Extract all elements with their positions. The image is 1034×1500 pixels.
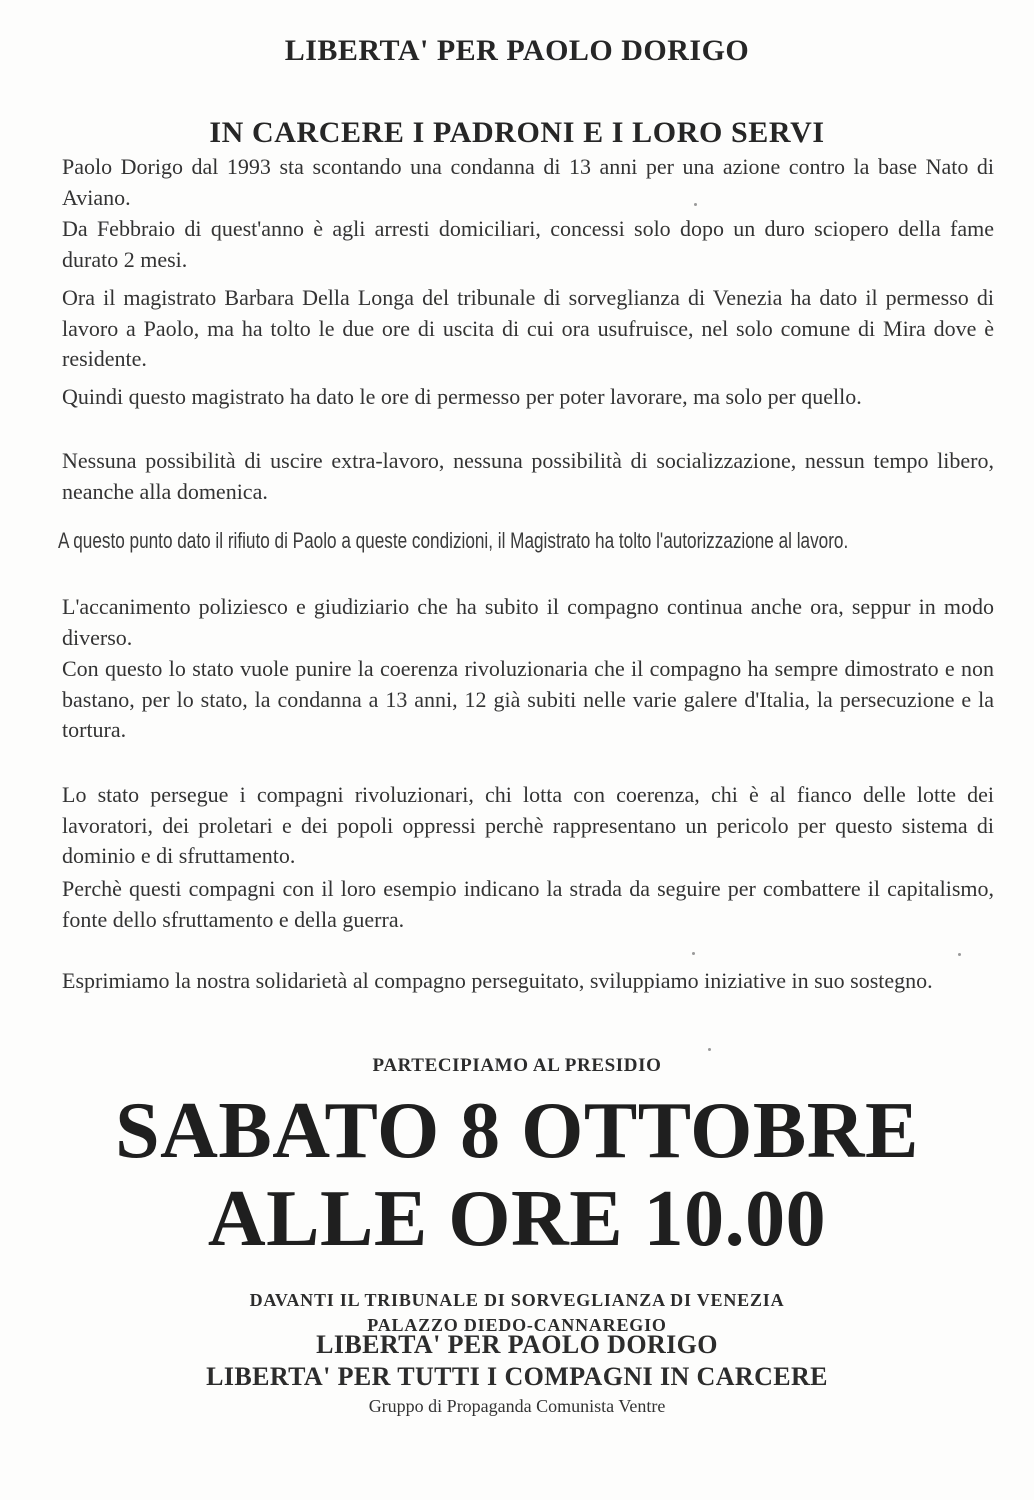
paragraph-sentence: Paolo Dorigo dal 1993 sta scontando una condanna di 13 anni per una azione contro la base Nato di Aviano. — [62, 154, 994, 210]
paragraph-house-arrest: Da Febbraio di quest'anno è agli arresti domiciliari, concessi solo dopo un duro sciopero della fame durato 2 mesi. — [62, 216, 994, 272]
paragraph-persecution: L'accanimento poliziesco e giudiziario che ha subito il compagno continua anche ora, seppur in modo diverso. — [62, 594, 994, 650]
event-date: SABATO 8 OTTOBRE — [115, 1087, 919, 1175]
closing-slogan-1: LIBERTA' PER PAOLO DORIGO — [316, 1330, 718, 1359]
signature: Gruppo di Propaganda Comunista Ventre — [368, 1396, 666, 1416]
paragraph-no-freedom: Nessuna possibilità di uscire extra-lavoro, nessuna possibilità di socializzazione, nessun tempo libero, neanche alla domenica. — [62, 448, 994, 504]
event-location-line2: PALAZZO DIEDO-CANNAREGIO — [367, 1315, 667, 1335]
paragraph-revolutionaries: Lo stato persegue i compagni rivoluzionari, chi lotta con coerenza, chi è al fianco delle lotte dei lavoratori, dei proletari e dei popoli oppressi perchè rappresentano un pericolo per questo sistema di dominio e di sfruttamento. — [62, 782, 994, 868]
paragraph-solidarity: Esprimiamo la nostra solidarietà al compagno perseguitato, sviluppiamo iniziative in suo sostegno. — [62, 968, 933, 993]
paragraph-example: Perchè questi compagni con il loro esempio indicano la strada da seguire per combattere il capitalismo, fonte dello sfruttamento e della guerra. — [62, 876, 994, 932]
scan-speck — [958, 953, 961, 956]
event-location-line1: DAVANTI IL TRIBUNALE DI SORVEGLIANZA DI VENEZIA — [249, 1290, 785, 1310]
paragraph-state-punishment: Con questo lo stato vuole punire la coerenza rivoluzionaria che il compagno ha sempre dimostrato e non bastano, per lo stato, la condanna a 13 anni, 12 già subiti nelle varie galere d'Italia, la persecuzione e la tortura. — [62, 656, 994, 742]
flyer-subtitle: IN CARCERE I PADRONI E I LORO SERVI — [209, 116, 825, 149]
paragraph-magistrate: Ora il magistrato Barbara Della Longa del tribunale di sorveglianza di Venezia ha dato il permesso di lavoro a Paolo, ma ha tolto le due ore di uscita di cui ora usufruisce, nel solo comune di Mira dove è residente. — [62, 285, 994, 371]
paragraph-work-hours: Quindi questo magistrato ha dato le ore di permesso per poter lavorare, ma solo per quello. — [62, 384, 862, 409]
scan-speck — [694, 203, 697, 206]
flyer-title: LIBERTA' PER PAOLO DORIGO — [284, 34, 750, 67]
closing-slogan-2: LIBERTA' PER TUTTI I COMPAGNI IN CARCERE — [206, 1362, 828, 1391]
event-time: ALLE ORE 10.00 — [207, 1175, 827, 1263]
paragraph-work-revoked: A questo punto dato il rifiuto di Paolo a queste condizioni, il Magistrato ha tolto l'autorizzazione al lavoro. — [58, 528, 849, 553]
scan-speck — [708, 1048, 711, 1051]
event-label: PARTECIPIAMO AL PRESIDIO — [372, 1055, 662, 1076]
scan-speck — [692, 952, 695, 955]
